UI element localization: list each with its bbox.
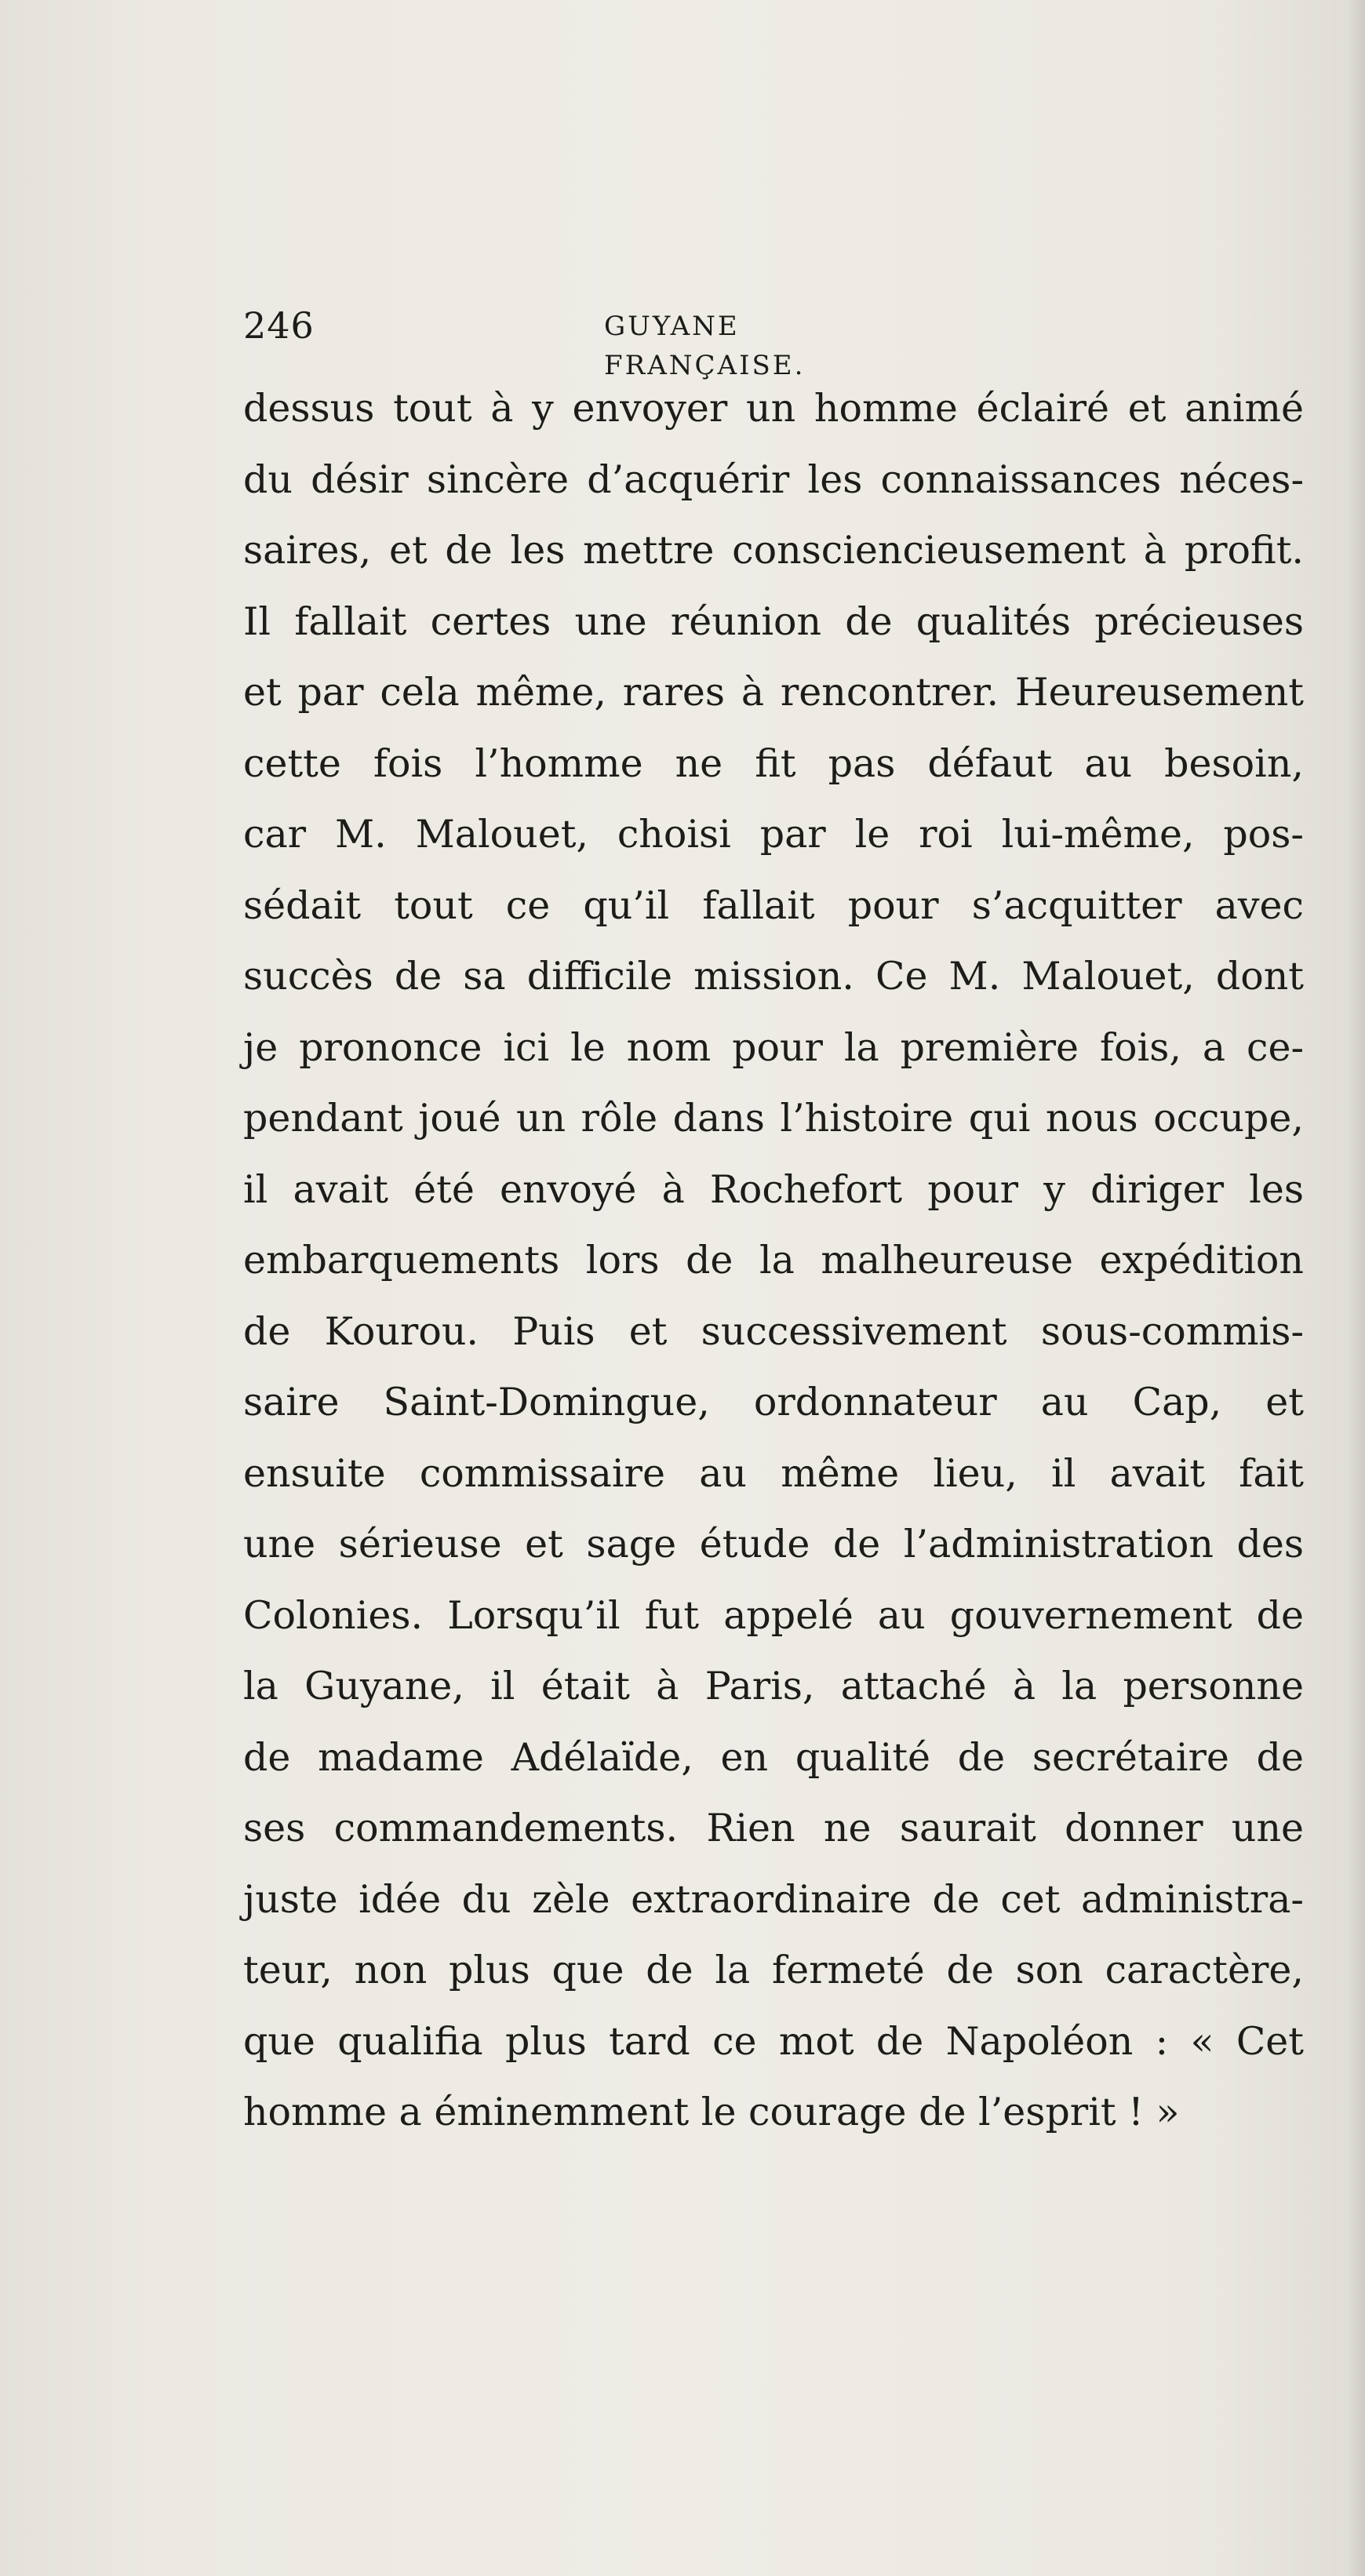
text-line: de madame Adélaïde, en qualité de secrétaire de xyxy=(243,1734,1304,1780)
text-line: sédait tout ce qu’il fallait pour s’acquitter avec xyxy=(243,882,1304,928)
text-line: ensuite commissaire au même lieu, il avait fait xyxy=(243,1450,1304,1496)
text-line: je prononce ici le nom pour la première fois, a ce- xyxy=(243,1024,1304,1070)
text-line: saire Saint-Domingue, ordonnateur au Cap, et xyxy=(243,1380,1304,1424)
text-line: embarquements lors de la malheureuse expédition xyxy=(243,1238,1304,1283)
text-line: du désir sincère d’acquérir les connaissances néces- xyxy=(243,457,1304,502)
text-line: il avait été envoyé à Rochefort pour y diriger les xyxy=(243,1166,1304,1212)
page-header xyxy=(243,302,949,381)
text-line: Colonies. Lorsqu’il fut appelé au gouvernement de xyxy=(243,1592,1304,1638)
text-line: teur, non plus que de la fermeté de son caractère, xyxy=(243,1948,1304,1992)
text-line: cette fois l’homme ne fit pas défaut au besoin, xyxy=(243,740,1304,786)
text-line: Il fallait certes une réunion de qualités précieuses xyxy=(243,599,1304,644)
text-line-last: homme a éminemment le courage de l’esprit ! » xyxy=(243,2090,1180,2134)
text-line: saires, et de les mettre consciencieusement à profit. xyxy=(243,528,1304,573)
page-edge-shadow xyxy=(1348,0,1365,2576)
text-line: dessus tout à y envoyer un homme éclairé et animé xyxy=(243,386,1304,431)
text-line: et par cela même, rares à rencontrer. Heureusement xyxy=(243,670,1304,715)
text-line: ses commandements. Rien ne saurait donner une xyxy=(243,1806,1304,1850)
body-text xyxy=(243,373,1304,2178)
page-number: 246 xyxy=(243,304,315,347)
text-line: car M. Malouet, choisi par le roi lui-même, pos- xyxy=(243,812,1304,857)
text-line: la Guyane, il était à Paris, attaché à la personne xyxy=(243,1664,1304,1708)
text-line: juste idée du zèle extraordinaire de cet administra- xyxy=(243,1876,1304,1922)
text-line: de Kourou. Puis et successivement sous-commis- xyxy=(243,1308,1304,1354)
text-line: une sérieuse et sage étude de l’administration des xyxy=(243,1522,1304,1566)
text-line: pendant joué un rôle dans l’histoire qui nous occupe, xyxy=(243,1096,1304,1141)
text-line: que qualifia plus tard ce mot de Napoléon : « Cet xyxy=(243,2018,1304,2064)
text-line: succès de sa difficile mission. Ce M. Malouet, dont xyxy=(243,954,1304,999)
running-title: GUYANE FRANÇAISE. xyxy=(604,311,806,381)
